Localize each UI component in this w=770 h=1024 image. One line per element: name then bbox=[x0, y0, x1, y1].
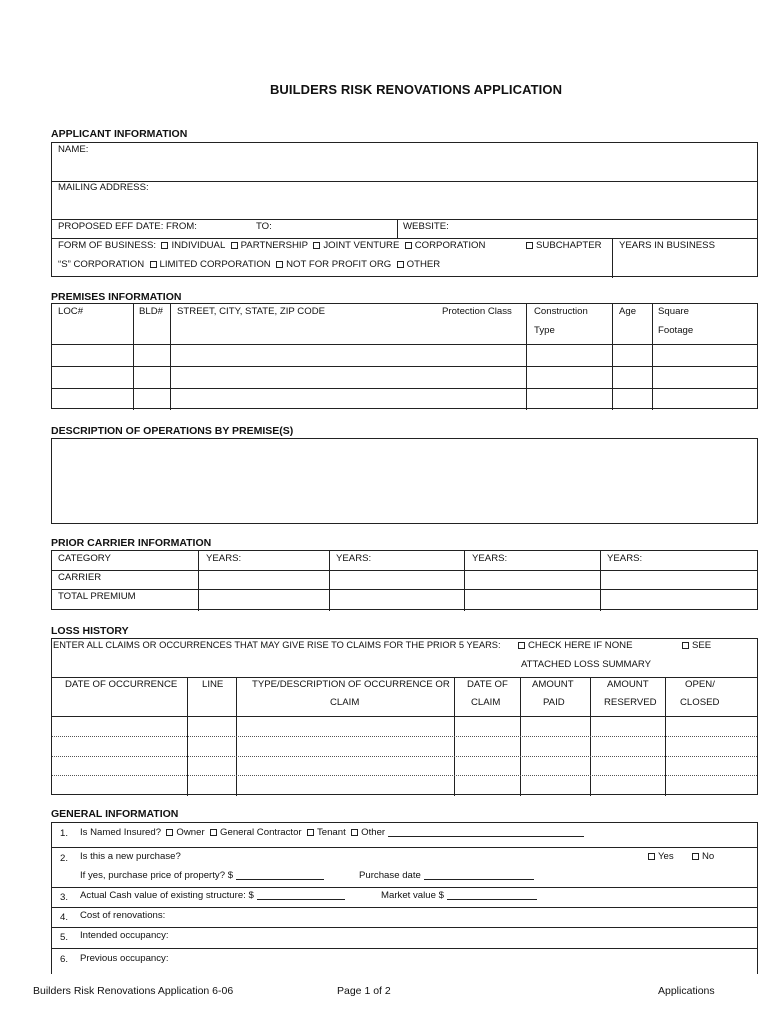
partnership-label: PARTNERSHIP bbox=[240, 240, 308, 251]
prior-carrier-heading: PRIOR CARRIER INFORMATION bbox=[51, 537, 212, 549]
col-open-2: CLOSED bbox=[680, 697, 720, 708]
col-protection-class: Protection Class bbox=[442, 306, 512, 317]
yes-label: Yes bbox=[658, 851, 674, 862]
applicant-heading: APPLICANT INFORMATION bbox=[51, 128, 188, 140]
yes-option bbox=[648, 851, 674, 862]
premises-table bbox=[51, 303, 758, 409]
mailing-address-label: MAILING ADDRESS: bbox=[58, 182, 149, 193]
col-date-occurrence: DATE OF OCCURRENCE bbox=[65, 679, 178, 690]
form-of-business-row bbox=[58, 240, 485, 251]
operations-box[interactable] bbox=[51, 438, 758, 524]
col-paid-2: PAID bbox=[543, 697, 565, 708]
col-years-1: YEARS: bbox=[206, 553, 242, 564]
q6-number: 6. bbox=[60, 954, 69, 965]
s-corp-label: “S” CORPORATION bbox=[58, 259, 145, 270]
q4-number: 4. bbox=[60, 912, 69, 923]
loss-history-heading: LOSS HISTORY bbox=[51, 625, 129, 637]
checkbox-joint-venture[interactable] bbox=[313, 242, 320, 249]
footer-category: Applications bbox=[658, 985, 715, 997]
checkbox-subchapter[interactable] bbox=[526, 242, 533, 249]
col-years-2: YEARS: bbox=[336, 553, 372, 564]
purchase-price-label: If yes, purchase price of property? $ bbox=[80, 870, 234, 881]
years-in-business-label: YEARS IN BUSINESS bbox=[619, 240, 715, 251]
checkbox-none[interactable] bbox=[518, 642, 525, 649]
corporation-label: CORPORATION bbox=[414, 240, 486, 251]
q1-text: Is Named Insured? bbox=[80, 827, 162, 838]
checkbox-tenant[interactable] bbox=[307, 829, 314, 836]
check-none-label: CHECK HERE IF NONE bbox=[528, 640, 633, 651]
col-bld: BLD# bbox=[139, 306, 163, 317]
market-value-label: Market value $ bbox=[381, 890, 444, 901]
tenant-label: Tenant bbox=[316, 827, 346, 838]
general-box bbox=[51, 822, 758, 974]
market-value-row bbox=[381, 890, 537, 901]
col-years-3: YEARS: bbox=[472, 553, 508, 564]
owner-label: Owner bbox=[176, 827, 205, 838]
checkbox-other[interactable] bbox=[397, 261, 404, 268]
q6-text: Previous occupancy: bbox=[80, 953, 169, 964]
q4-text: Cost of renovations: bbox=[80, 910, 166, 921]
col-age: Age bbox=[619, 306, 637, 317]
checkbox-other-insured[interactable] bbox=[351, 829, 358, 836]
limited-corp-label: LIMITED CORPORATION bbox=[159, 259, 271, 270]
q2-number: 2. bbox=[60, 853, 69, 864]
no-option bbox=[692, 851, 714, 862]
col-years-4: YEARS: bbox=[607, 553, 643, 564]
checkbox-owner[interactable] bbox=[166, 829, 173, 836]
q2-text: Is this a new purchase? bbox=[80, 851, 181, 862]
name-label: NAME: bbox=[58, 144, 89, 155]
checkbox-individual[interactable] bbox=[161, 242, 168, 249]
individual-label: INDIVIDUAL bbox=[171, 240, 226, 251]
col-square-1: Square bbox=[658, 306, 689, 317]
purchase-date-row bbox=[359, 870, 534, 881]
eff-date-label: PROPOSED EFF DATE: FROM: bbox=[58, 221, 197, 232]
purchase-price-row bbox=[80, 870, 324, 881]
purchase-date-field[interactable] bbox=[424, 870, 534, 880]
other-insured-label: Other bbox=[361, 827, 386, 838]
not-for-profit-label: NOT FOR PROFIT ORG bbox=[286, 259, 392, 270]
loss-history-table bbox=[51, 638, 758, 795]
col-loc: LOC# bbox=[58, 306, 84, 317]
see-label: SEE bbox=[692, 640, 712, 651]
premises-heading: PREMISES INFORMATION bbox=[51, 291, 182, 303]
joint-venture-label: JOINT VENTURE bbox=[323, 240, 400, 251]
col-paid-1: AMOUNT bbox=[532, 679, 574, 690]
col-type-1: TYPE/DESCRIPTION OF OCCURRENCE OR bbox=[252, 679, 450, 690]
q5-number: 5. bbox=[60, 932, 69, 943]
subchapter-label: SUBCHAPTER bbox=[536, 240, 602, 251]
col-reserved-2: RESERVED bbox=[604, 697, 657, 708]
subchapter-option bbox=[526, 240, 602, 251]
q3-number: 3. bbox=[60, 892, 69, 903]
q1-row bbox=[80, 827, 584, 838]
col-reserved-1: AMOUNT bbox=[607, 679, 649, 690]
corp-type-row bbox=[58, 259, 440, 270]
other-insured-field[interactable] bbox=[388, 827, 584, 837]
checkbox-partnership[interactable] bbox=[231, 242, 238, 249]
see-option bbox=[682, 640, 711, 651]
checkbox-corporation[interactable] bbox=[405, 242, 412, 249]
checkbox-general-contractor[interactable] bbox=[210, 829, 217, 836]
operations-heading: DESCRIPTION OF OPERATIONS BY PREMISE(S) bbox=[51, 425, 294, 437]
to-label: TO: bbox=[256, 221, 272, 232]
market-value-field[interactable] bbox=[447, 890, 537, 900]
other-label: OTHER bbox=[406, 259, 441, 270]
col-street: STREET, CITY, STATE, ZIP CODE bbox=[177, 306, 326, 317]
row-carrier: CARRIER bbox=[58, 572, 102, 583]
check-none-option bbox=[518, 640, 632, 651]
col-date-of-claim-1: DATE OF bbox=[467, 679, 508, 690]
col-date-of-claim-2: CLAIM bbox=[471, 697, 501, 708]
checkbox-no[interactable] bbox=[692, 853, 699, 860]
checkbox-not-for-profit[interactable] bbox=[276, 261, 283, 268]
col-construction-2: Type bbox=[534, 325, 555, 336]
gc-label: General Contractor bbox=[220, 827, 302, 838]
checkbox-yes[interactable] bbox=[648, 853, 655, 860]
purchase-price-field[interactable] bbox=[236, 870, 324, 880]
loss-instruction: ENTER ALL CLAIMS OR OCCURRENCES THAT MAY GIVE RISE TO CLAIMS FOR THE PRIOR 5 YEARS: bbox=[53, 640, 501, 650]
col-square-2: Footage bbox=[658, 325, 694, 336]
website-label: WEBSITE: bbox=[403, 221, 449, 232]
col-line: LINE bbox=[202, 679, 224, 690]
form-label: FORM OF BUSINESS: bbox=[58, 240, 157, 251]
purchase-date-label: Purchase date bbox=[359, 870, 421, 881]
general-heading: GENERAL INFORMATION bbox=[51, 808, 179, 820]
col-category: CATEGORY bbox=[58, 553, 111, 564]
footer-page-number: Page 1 of 2 bbox=[337, 985, 391, 997]
form-title: BUILDERS RISK RENOVATIONS APPLICATION bbox=[269, 82, 563, 97]
applicant-box bbox=[51, 142, 758, 277]
col-open-1: OPEN/ bbox=[685, 679, 715, 690]
q1-number: 1. bbox=[60, 828, 69, 839]
q3-row bbox=[80, 890, 345, 901]
attached-loss-summary: ATTACHED LOSS SUMMARY bbox=[521, 659, 652, 670]
acv-field[interactable] bbox=[257, 890, 345, 900]
prior-carrier-table bbox=[51, 550, 758, 610]
col-type-2: CLAIM bbox=[330, 697, 360, 708]
row-total-premium: TOTAL PREMIUM bbox=[58, 591, 136, 602]
footer-form-name: Builders Risk Renovations Application 6-06 bbox=[33, 985, 234, 997]
q5-text: Intended occupancy: bbox=[80, 930, 169, 941]
q3-text: Actual Cash value of existing structure: $ bbox=[80, 890, 254, 901]
checkbox-see[interactable] bbox=[682, 642, 689, 649]
checkbox-limited-corp[interactable] bbox=[150, 261, 157, 268]
no-label: No bbox=[702, 851, 715, 862]
col-construction-1: Construction bbox=[534, 306, 588, 317]
